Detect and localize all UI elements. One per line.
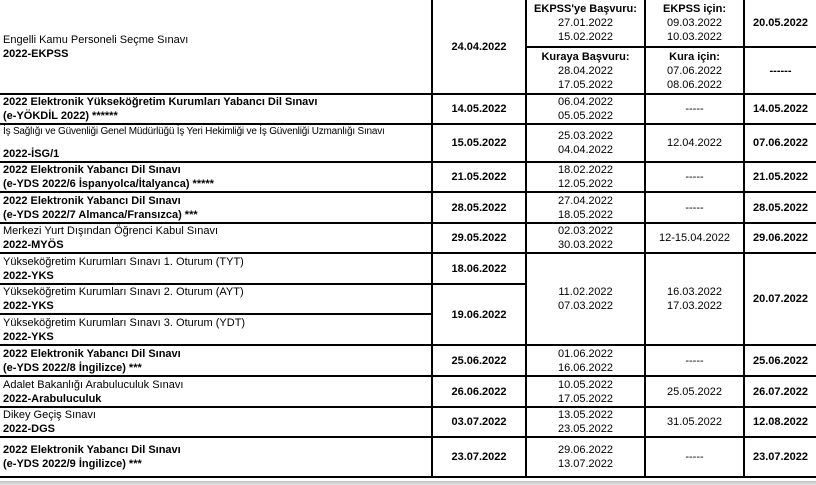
exam-name-line1: 2022 Elektronik Yabancı Dil Sınavı bbox=[3, 347, 181, 360]
application-start-date: 27.04.2022 bbox=[557, 194, 614, 207]
late-application-label: EKPSS için: bbox=[663, 3, 726, 15]
application-label: EKPSS'ye Başvuru: bbox=[534, 3, 637, 15]
late-application-cell: 12-15.04.2022 bbox=[645, 223, 744, 253]
application-dates-cell bbox=[526, 94, 645, 124]
application-end-date: 13.07.2022 bbox=[557, 458, 614, 470]
exam-code: 2022-YKS bbox=[3, 330, 54, 343]
exam-name-cell bbox=[0, 314, 432, 345]
application-dates-cell bbox=[526, 0, 645, 47]
exam-date-cell: 14.05.2022 bbox=[432, 94, 526, 124]
exam-name-line1: 2022 Elektronik Yükseköğretim Kurumları Yabancı Dil Sınavı bbox=[3, 96, 318, 108]
late-application-cell: ----- bbox=[645, 94, 744, 124]
table-row-myos bbox=[0, 223, 816, 253]
late-application-cell: 31.05.2022 bbox=[645, 407, 744, 437]
table-row-dgs bbox=[0, 407, 816, 437]
table-row-eyds7 bbox=[0, 192, 816, 223]
application-start-date: 06.04.2022 bbox=[557, 96, 614, 108]
exam-code: (e-YÖKDİL 2022) ****** bbox=[3, 110, 118, 122]
exam-date-cell: 21.05.2022 bbox=[432, 162, 526, 192]
table-row-yks-tyt bbox=[0, 253, 816, 284]
exam-name-line1: Merkezi Yurt Dışından Öğrenci Kabul Sınavı bbox=[3, 225, 219, 237]
exam-code: (e-YDS 2022/6 İspanyolca/İtalyanca) ***** bbox=[3, 178, 214, 190]
late-application-cell: 12.04.2022 bbox=[645, 124, 744, 162]
exam-name-cell bbox=[0, 223, 432, 253]
result-date-cell: 21.05.2022 bbox=[744, 162, 816, 192]
exam-date-cell: 28.05.2022 bbox=[432, 192, 526, 223]
exam-name-cell bbox=[0, 407, 432, 437]
application-start-date: 28.04.2022 bbox=[557, 64, 614, 77]
table-row-eyds9 bbox=[0, 437, 816, 477]
exam-code: 2022-EKPSS bbox=[3, 47, 69, 60]
exam-name-cell bbox=[0, 284, 432, 314]
application-dates-cell bbox=[526, 437, 645, 477]
late-application-cell: ----- bbox=[645, 162, 744, 192]
exam-code: 2022-DGS bbox=[3, 423, 55, 435]
application-dates-cell bbox=[526, 124, 645, 162]
exam-name-cell bbox=[0, 437, 432, 477]
exam-name-line1: Engelli Kamu Personeli Seçme Sınavı bbox=[3, 33, 189, 46]
late-application-cell-yks bbox=[645, 253, 744, 345]
result-date-cell: 25.06.2022 bbox=[744, 345, 816, 376]
exam-name-line1: 2022 Elektronik Yabancı Dil Sınavı bbox=[3, 164, 181, 176]
late-application-date2: 10.03.2022 bbox=[666, 31, 723, 43]
exam-code: (e-YDS 2022/7 Almanca/Fransızca) *** bbox=[3, 208, 198, 221]
table-row-eyds8 bbox=[0, 345, 816, 376]
application-dates-cell bbox=[526, 223, 645, 253]
cropped-next-row-remnant bbox=[0, 481, 816, 485]
application-start-date: 27.01.2022 bbox=[557, 17, 614, 29]
application-end-date: 17.05.2022 bbox=[557, 392, 614, 405]
application-end-date: 07.03.2022 bbox=[557, 300, 614, 312]
result-date-cell: 07.06.2022 bbox=[744, 124, 816, 162]
exam-name-cell bbox=[0, 253, 432, 284]
application-end-date: 04.04.2022 bbox=[557, 144, 614, 156]
result-date-cell: 14.05.2022 bbox=[744, 94, 816, 124]
application-dates-cell-yks bbox=[526, 253, 645, 345]
application-start-date: 11.02.2022 bbox=[558, 286, 613, 298]
exam-code: (e-YDS 2022/9 İngilizce) *** bbox=[3, 458, 142, 470]
late-application-date1: 07.06.2022 bbox=[666, 64, 723, 77]
exam-date-cell: 23.07.2022 bbox=[432, 437, 526, 477]
application-dates-cell bbox=[526, 162, 645, 192]
exam-code: 2022-YKS bbox=[3, 300, 54, 312]
result-date-cell: 12.08.2022 bbox=[744, 407, 816, 437]
exam-date-cell: 29.05.2022 bbox=[432, 223, 526, 253]
late-application-date2: 08.06.2022 bbox=[666, 78, 723, 91]
application-end-date: 17.05.2022 bbox=[557, 78, 614, 91]
exam-name-line1: Yükseköğretim Kurumları Sınavı 3. Oturum (YDT) bbox=[3, 316, 246, 329]
result-date-cell: 29.06.2022 bbox=[744, 223, 816, 253]
exam-name-cell-ekpss bbox=[0, 0, 432, 94]
exam-name-line1: Dikey Geçiş Sınavı bbox=[3, 409, 96, 421]
application-start-date: 10.05.2022 bbox=[557, 378, 614, 391]
application-dates-cell bbox=[526, 407, 645, 437]
result-date-cell-yks: 20.07.2022 bbox=[744, 253, 816, 345]
table-row-isg bbox=[0, 124, 816, 162]
exam-name-cell bbox=[0, 192, 432, 223]
application-label: Kuraya Başvuru: bbox=[541, 50, 630, 63]
application-dates-cell bbox=[526, 345, 645, 376]
exam-date-cell: 19.06.2022 bbox=[432, 284, 526, 345]
application-start-date: 18.02.2022 bbox=[557, 164, 614, 176]
result-date-cell: 20.05.2022 bbox=[744, 0, 816, 47]
application-start-date: 25.03.2022 bbox=[557, 130, 614, 142]
table-row-eyds6 bbox=[0, 162, 816, 192]
result-date-cell: 28.05.2022 bbox=[744, 192, 816, 223]
late-application-date1: 16.03.2022 bbox=[666, 286, 723, 298]
result-date-cell: 23.07.2022 bbox=[744, 437, 816, 477]
exam-name-cell bbox=[0, 124, 432, 162]
exam-code: 2022-İSG/1 bbox=[3, 148, 60, 160]
application-dates-cell bbox=[526, 376, 645, 407]
application-start-date: 13.05.2022 bbox=[557, 409, 614, 421]
exam-date-cell: 25.06.2022 bbox=[432, 345, 526, 376]
late-application-label: Kura için: bbox=[669, 50, 720, 63]
exam-date-cell: 26.06.2022 bbox=[432, 376, 526, 407]
exam-name-line1: Adalet Bakanlığı Arabuluculuk Sınavı bbox=[3, 378, 184, 391]
late-application-date1: 09.03.2022 bbox=[666, 17, 723, 29]
application-end-date: 16.06.2022 bbox=[557, 361, 614, 374]
exam-date-cell: 24.04.2022 bbox=[432, 0, 526, 94]
exam-code: 2022-YKS bbox=[3, 269, 54, 282]
exam-date-cell: 15.05.2022 bbox=[432, 124, 526, 162]
exam-code: (e-YDS 2022/8 İngilizce) *** bbox=[3, 361, 142, 374]
result-date-cell: ------ bbox=[744, 47, 816, 94]
application-dates-cell bbox=[526, 47, 645, 94]
exam-code: 2022-Arabuluculuk bbox=[3, 392, 102, 405]
exam-name-line1: 2022 Elektronik Yabancı Dil Sınavı bbox=[3, 194, 181, 207]
application-start-date: 29.06.2022 bbox=[557, 444, 614, 456]
exam-name-cell bbox=[0, 162, 432, 192]
exam-name-line1: İş Sağlığı ve Güvenliği Genel Müdürlüğü İş Yeri Hekimliği ve İş Güvenliği Uzmanlığı Sınavı bbox=[3, 126, 385, 137]
late-application-cell: ----- bbox=[645, 345, 744, 376]
application-end-date: 15.02.2022 bbox=[557, 31, 614, 43]
application-end-date: 30.03.2022 bbox=[557, 239, 614, 251]
exam-date-cell: 03.07.2022 bbox=[432, 407, 526, 437]
late-application-cell: ----- bbox=[645, 192, 744, 223]
application-dates-cell bbox=[526, 192, 645, 223]
application-start-date: 02.03.2022 bbox=[557, 225, 614, 237]
late-application-cell: 25.05.2022 bbox=[645, 376, 744, 407]
exam-name-line1: 2022 Elektronik Yabancı Dil Sınavı bbox=[3, 444, 181, 456]
application-end-date: 18.05.2022 bbox=[557, 208, 614, 221]
exam-name-line1: Yükseköğretim Kurumları Sınavı 1. Oturum (TYT) bbox=[3, 255, 244, 268]
application-end-date: 23.05.2022 bbox=[557, 423, 614, 435]
exam-name-cell bbox=[0, 345, 432, 376]
late-application-cell bbox=[645, 47, 744, 94]
late-application-cell: ----- bbox=[645, 437, 744, 477]
application-end-date: 12.05.2022 bbox=[557, 178, 614, 190]
exam-date-cell: 18.06.2022 bbox=[432, 253, 526, 284]
late-application-cell bbox=[645, 0, 744, 47]
table-row-arabuluculuk bbox=[0, 376, 816, 407]
application-start-date: 01.06.2022 bbox=[557, 347, 614, 360]
late-application-date2: 17.03.2022 bbox=[666, 300, 723, 312]
result-date-cell: 26.07.2022 bbox=[744, 376, 816, 407]
table-row-yokdil bbox=[0, 94, 816, 124]
exam-name-cell bbox=[0, 376, 432, 407]
exam-name-cell bbox=[0, 94, 432, 124]
application-end-date: 05.05.2022 bbox=[557, 110, 614, 122]
table-row-ekpss-sub1 bbox=[0, 0, 816, 47]
exam-code: 2022-MYÖS bbox=[3, 239, 64, 251]
exam-name-line1: Yükseköğretim Kurumları Sınavı 2. Oturum (AYT) bbox=[3, 286, 244, 298]
